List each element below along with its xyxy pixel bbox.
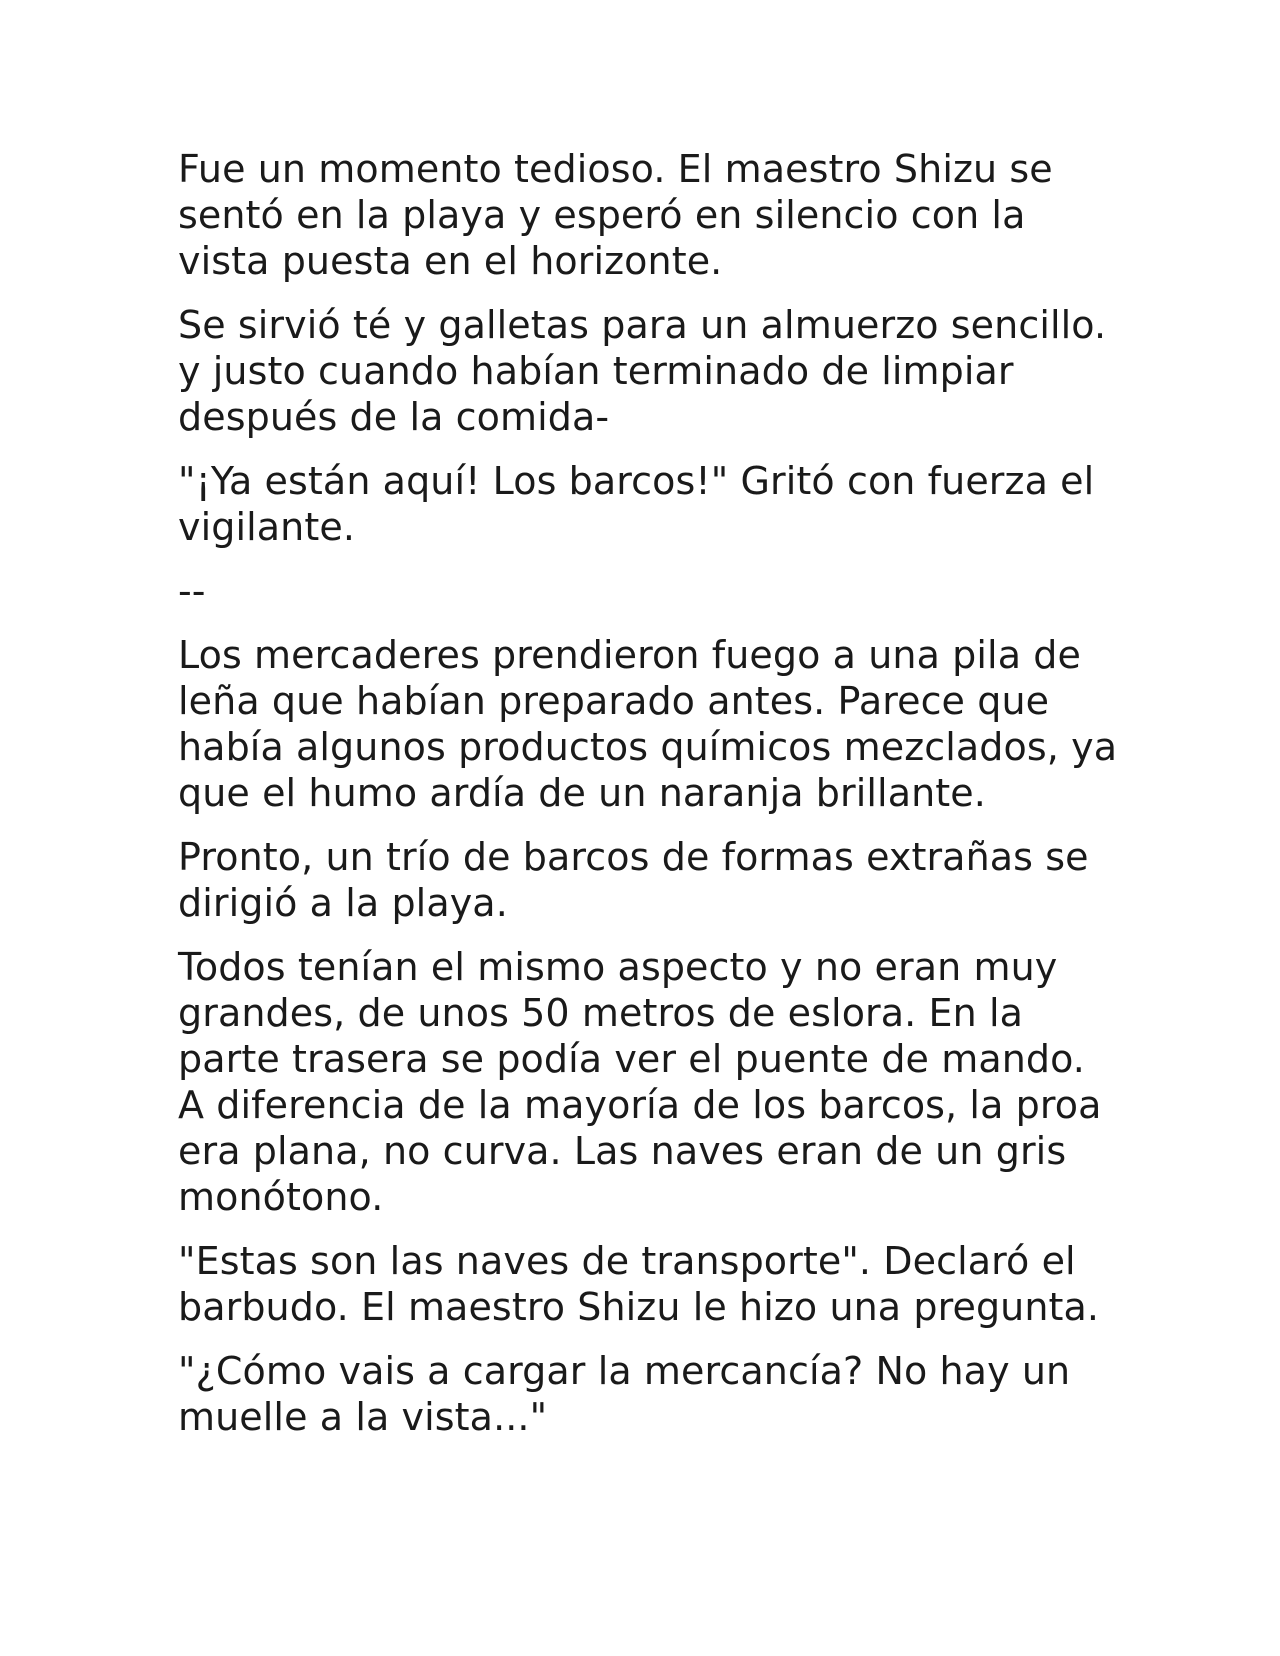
document-page	[178, 146, 1118, 1458]
paragraph-5: Pronto, un trío de barcos de formas extrañas se dirigió a la playa.	[178, 835, 1089, 925]
paragraph-1: Fue un momento tedioso. El maestro Shizu se sentó en la playa y esperó en silencio con la vista puesta en el horizonte.	[178, 147, 1053, 283]
paragraph-3: "¡Ya están aquí! Los barcos!" Gritó con fuerza el vigilante.	[178, 459, 1095, 549]
section-separator: --	[178, 569, 206, 613]
paragraph-6: Todos tenían el mismo aspecto y no eran muy grandes, de unos 50 metros de eslora. En la parte trasera se podía ver el puente de mando. A diferencia de la mayoría de los barcos, la proa era plana, no curva. Las naves eran de un gris monótono.	[178, 945, 1102, 1219]
paragraph-8: "¿Cómo vais a cargar la mercancía? No hay un muelle a la vista..."	[178, 1349, 1071, 1439]
paragraph-4: Los mercaderes prendieron fuego a una pila de leña que habían preparado antes. Parece que había algunos productos químicos mezclados, ya que el humo ardía de un naranja brillante.	[178, 633, 1118, 815]
paragraph-2: Se sirvió té y galletas para un almuerzo sencillo. y justo cuando habían terminado de limpiar después de la comida-	[178, 303, 1107, 439]
paragraph-7: "Estas son las naves de transporte". Declaró el barbudo. El maestro Shizu le hizo una pregunta.	[178, 1239, 1100, 1329]
